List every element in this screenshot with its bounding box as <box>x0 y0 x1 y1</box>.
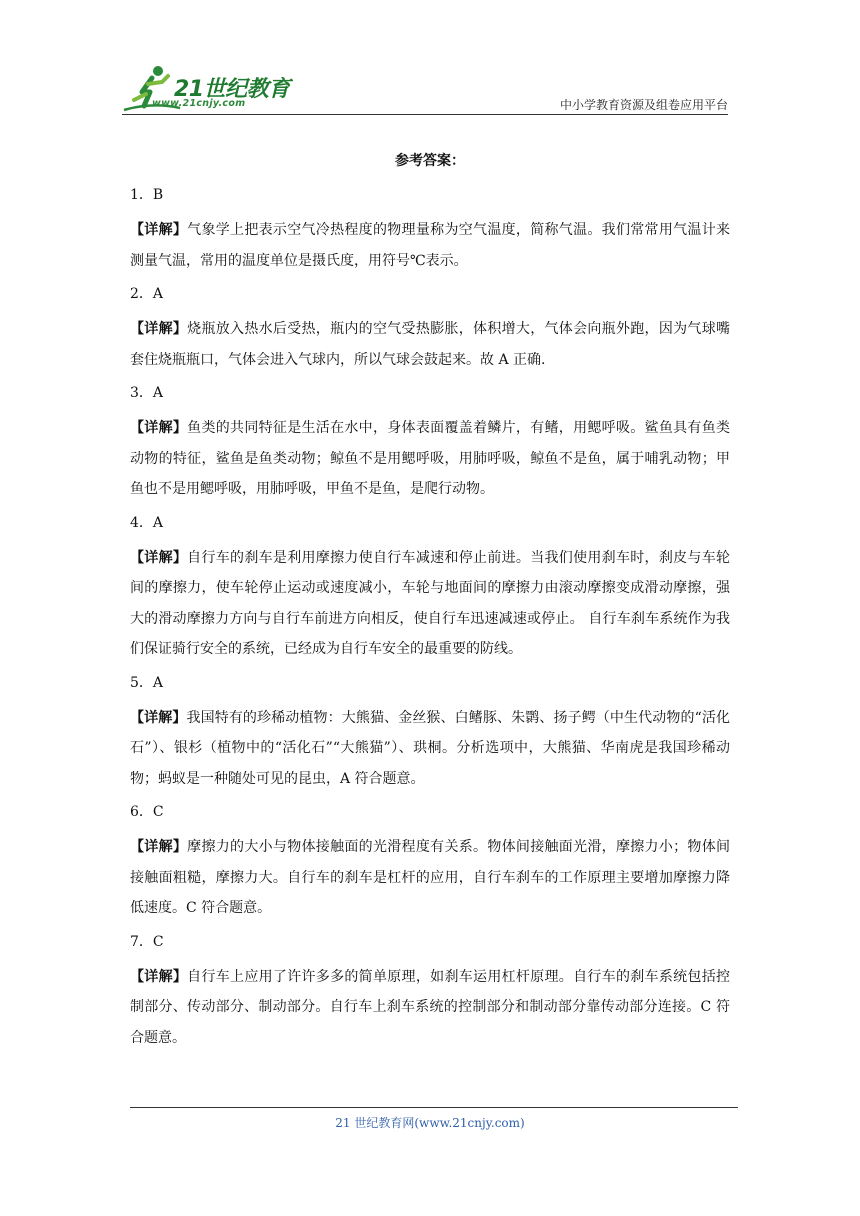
footer-link[interactable]: 21 世纪教育网(www.21cnjy.com) <box>335 1116 525 1130</box>
answer-item-6 <box>130 801 730 924</box>
question-number: 7．C <box>130 933 164 950</box>
detail-tag: 【详解】 <box>130 839 188 855</box>
logo-url: www.21cnjy.com <box>152 98 246 109</box>
detail-text: 鱼类的共同特征是生活在水中，身体表面覆盖着鳞片，有鳍，用鳃呼吸。鲨鱼具有鱼类动物的特征，鲨鱼是鱼类动物；鲸鱼不是用鳃呼吸，用肺呼吸，鲸鱼不是鱼，属于哺乳动物；甲鱼也不是用鳃呼吸，用肺呼吸，甲鱼不是鱼，是爬行动物。 <box>130 420 730 497</box>
answer-item-5 <box>130 672 730 795</box>
header-divider <box>122 114 728 115</box>
detail-text: 我国特有的珍稀动植物：大熊猫、金丝猴、白鳍豚、朱鹮、扬子鳄（中生代动物的“活化石”）、银杉（植物中的“活化石”“大熊猫”）、珙桐。分析选项中，大熊猫、华南虎是我国珍稀动物；蚂蚁是一种随处可见的昆虫，A 符合题意。 <box>130 709 731 787</box>
question-number: 2．A <box>130 286 164 302</box>
answer-detail <box>130 543 730 665</box>
logo-text: 21世纪教育 <box>174 77 290 102</box>
answer-detail <box>130 832 730 924</box>
detail-text: 自行车的刹车是利用摩擦力使自行车减速和停止前进。当我们使用刹车时，刹皮与车轮间的摩擦力，使车轮停止运动或速度减小，车轮与地面间的摩擦力由滚动摩擦变成滑动摩擦，强大的滑动摩擦力方向与自行车前进方向相反，使自行车迅速减速或停止。 自行车刹车系统作为我们保证骑行安全的系统，已经成为自行车安全的最重要的防线。 <box>130 549 730 657</box>
detail-tag: 【详解】 <box>130 420 188 436</box>
detail-tag: 【详解】 <box>130 222 188 238</box>
detail-tag: 【详解】 <box>130 709 187 726</box>
question-number: 6．C <box>130 804 164 820</box>
answer-item-2 <box>130 283 730 375</box>
answer-item-4 <box>130 512 730 665</box>
answer-detail <box>130 962 730 1054</box>
question-number: 4．A <box>130 514 164 531</box>
answer-detail <box>130 413 730 505</box>
site-logo <box>122 62 292 116</box>
answer-item-3 <box>130 382 730 505</box>
answer-detail <box>130 215 730 276</box>
detail-text: 摩擦力的大小与物体接触面的光滑程度有关系。物体间接触面光滑，摩擦力小；物体间接触面粗糙，摩擦力大。自行车的刹车是杠杆的应用，自行车刹车的工作原理主要增加摩擦力降低速度。C 符合题意。 <box>130 839 730 916</box>
answer-item-1 <box>130 184 730 276</box>
answer-detail <box>130 314 730 375</box>
detail-tag: 【详解】 <box>130 968 188 985</box>
detail-text: 烧瓶放入热水后受热，瓶内的空气受热膨胀，体积增大，气体会向瓶外跑，因为气球嘴套住烧瓶瓶口，气体会进入气球内，所以气球会鼓起来。故 A 正确. <box>130 321 730 368</box>
question-number: 1．B <box>130 187 164 203</box>
answer-item-7 <box>130 931 730 1054</box>
detail-tag: 【详解】 <box>130 321 188 337</box>
answer-content <box>130 150 730 1060</box>
page-header <box>122 62 728 118</box>
detail-text: 自行车上应用了许许多多的简单原理，如刹车运用杠杆原理。自行车的刹车系统包括控制部分、传动部分、制动部分。自行车上刹车系统的控制部分和制动部分靠传动部分连接。C 符合题意。 <box>130 968 730 1046</box>
answer-detail <box>130 703 730 795</box>
answers-title: 参考答案： <box>395 153 465 169</box>
detail-text: 气象学上把表示空气冷热程度的物理量称为空气温度，简称气温。我们常常用气温计来测量气温，常用的温度单位是摄氏度，用符号℃表示。 <box>130 222 730 269</box>
question-number: 3．A <box>130 385 164 401</box>
platform-name: 中小学教育资源及组卷应用平台 <box>559 98 728 112</box>
detail-tag: 【详解】 <box>130 549 188 566</box>
question-number: 5．A <box>130 674 164 691</box>
footer-divider <box>130 1107 738 1108</box>
